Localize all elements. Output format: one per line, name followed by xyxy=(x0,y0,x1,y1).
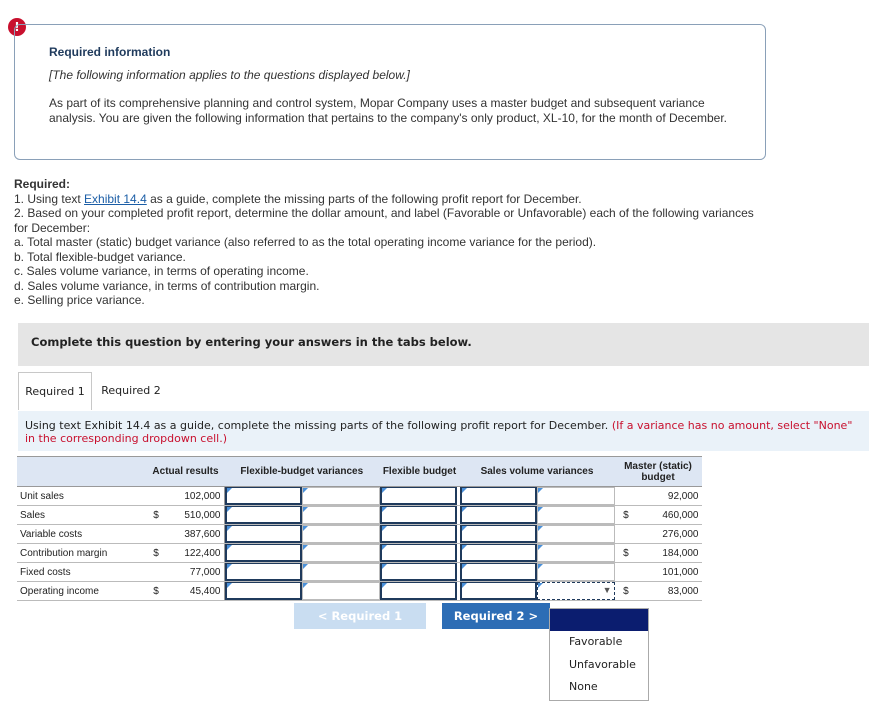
sales-vol-amount-input[interactable] xyxy=(460,582,537,600)
sales-vol-label-select[interactable] xyxy=(537,525,615,543)
required-item-d: d. Sales volume variance, in terms of contribution margin. xyxy=(14,278,320,293)
complete-question-bar xyxy=(18,323,869,366)
sales-vol-amount-cell xyxy=(460,487,537,506)
dropdown-selected-blank[interactable] xyxy=(550,609,648,631)
dropdown-option-favorable[interactable]: Favorable xyxy=(569,635,623,648)
header-sales-volume-variances: Sales volume variances xyxy=(460,457,615,487)
actual-dollar-sign: $ xyxy=(147,544,165,563)
flex-var-label-select[interactable] xyxy=(302,506,380,524)
info-body: As part of its comprehensive planning and control system, Mopar Company uses a master budget and subsequent variance analysis. You are given the following information that pertains to the company's only product, XL-10, for the month of December. xyxy=(49,96,728,125)
flex-var-amount-cell xyxy=(224,506,302,525)
master-dollar-sign xyxy=(615,525,638,544)
flex-var-amount-input[interactable] xyxy=(225,525,302,543)
flex-var-label-cell xyxy=(302,582,380,601)
header-master-budget: Master (static) budget xyxy=(615,457,702,487)
actual-dollar-sign xyxy=(147,487,165,506)
flex-var-label-select[interactable] xyxy=(302,544,380,562)
dropdown-option-none[interactable]: None xyxy=(569,680,598,693)
sales-vol-amount-input[interactable] xyxy=(460,525,537,543)
sales-vol-amount-input[interactable] xyxy=(460,487,537,505)
flex-budget-cell xyxy=(380,563,460,582)
sales-vol-amount-input[interactable] xyxy=(460,544,537,562)
flex-var-label-cell xyxy=(302,563,380,582)
actual-value: 77,000 xyxy=(165,563,224,582)
table-header-row xyxy=(17,457,702,487)
flex-budget-cell xyxy=(380,506,460,525)
row-label: Contribution margin xyxy=(17,544,147,563)
sales-vol-amount-cell xyxy=(460,525,537,544)
info-subtitle: [The following information applies to the questions displayed below.] xyxy=(49,68,410,82)
table-row xyxy=(17,582,702,601)
required-heading: Required: xyxy=(14,177,71,191)
sales-vol-label-select[interactable] xyxy=(537,506,615,524)
flex-var-label-cell xyxy=(302,544,380,563)
flex-var-amount-input[interactable] xyxy=(225,582,302,600)
table-row xyxy=(17,544,702,563)
variance-dropdown-menu[interactable] xyxy=(549,608,649,701)
tab-required-2[interactable]: Required 2 xyxy=(94,372,168,410)
profit-report-table xyxy=(17,456,702,601)
next-required-2-button[interactable]: Required 2 > xyxy=(442,603,550,629)
master-dollar-sign: $ xyxy=(615,506,638,525)
flex-var-label-select[interactable] xyxy=(302,563,380,581)
table-row xyxy=(17,487,702,506)
required-line2: 2. Based on your completed profit report, determine the dollar amount, and label (Favorable or Unfavorable) each of the following variances for December: xyxy=(14,206,754,235)
flex-var-label-cell xyxy=(302,487,380,506)
actual-dollar-sign: $ xyxy=(147,582,165,601)
flex-budget-cell xyxy=(380,487,460,506)
flex-var-label-select[interactable] xyxy=(302,582,380,600)
flex-var-amount-input[interactable] xyxy=(225,487,302,505)
sales-vol-label-cell xyxy=(537,525,615,544)
sales-vol-label-select[interactable] xyxy=(537,582,615,600)
required-section xyxy=(14,177,754,308)
flex-budget-input[interactable] xyxy=(380,582,457,600)
required-line1-prefix: 1. Using text xyxy=(14,191,85,206)
flex-var-amount-cell xyxy=(224,563,302,582)
master-value: 83,000 xyxy=(637,582,701,601)
flex-var-amount-cell xyxy=(224,487,302,506)
complete-question-text: Complete this question by entering your answers in the tabs below. xyxy=(31,335,472,349)
row-label: Fixed costs xyxy=(17,563,147,582)
exhibit-link[interactable]: Exhibit 14.4 xyxy=(84,191,147,206)
dropdown-option-unfavorable[interactable]: Unfavorable xyxy=(569,657,636,671)
sales-vol-amount-cell xyxy=(460,544,537,563)
row-label: Operating income xyxy=(17,582,147,601)
actual-value: 45,400 xyxy=(165,582,224,601)
sales-vol-label-cell xyxy=(537,506,615,525)
prev-required-1-button[interactable]: < Required 1 xyxy=(294,603,426,629)
info-title: Required information xyxy=(49,45,171,59)
master-value: 184,000 xyxy=(637,544,701,563)
tab-required-1[interactable]: Required 1 xyxy=(18,372,92,410)
flex-budget-cell xyxy=(380,582,460,601)
master-dollar-sign xyxy=(615,563,638,582)
chevron-down-icon: ▼ xyxy=(602,585,612,595)
actual-value: 102,000 xyxy=(165,487,224,506)
instructions-note: (If a variance has no amount, select "None" in the corresponding dropdown cell.) xyxy=(25,419,853,445)
row-label: Unit sales xyxy=(17,487,147,506)
sales-vol-label-select[interactable] xyxy=(537,544,615,562)
flex-var-label-select[interactable] xyxy=(302,487,380,505)
actual-dollar-sign xyxy=(147,525,165,544)
flex-budget-input[interactable] xyxy=(380,506,457,524)
master-value: 276,000 xyxy=(637,525,701,544)
flex-budget-input[interactable] xyxy=(380,563,457,581)
master-value: 460,000 xyxy=(637,506,701,525)
sales-vol-amount-cell xyxy=(460,563,537,582)
master-dollar-sign xyxy=(615,487,638,506)
header-flexible-budget: Flexible budget xyxy=(380,457,460,487)
sales-vol-amount-input[interactable] xyxy=(460,506,537,524)
header-label-col xyxy=(17,457,147,487)
instructions-text xyxy=(25,419,855,445)
flex-var-amount-cell xyxy=(224,544,302,563)
row-label: Sales xyxy=(17,506,147,525)
flex-var-label-cell xyxy=(302,506,380,525)
table-row xyxy=(17,563,702,582)
sales-vol-label-cell xyxy=(537,544,615,563)
table-row xyxy=(17,525,702,544)
flex-budget-input[interactable] xyxy=(380,525,457,543)
flex-budget-cell xyxy=(380,544,460,563)
sales-vol-amount-cell xyxy=(460,582,537,601)
required-information-box xyxy=(14,24,766,160)
required-item-c: c. Sales volume variance, in terms of operating income. xyxy=(14,264,309,278)
instructions-main: Using text Exhibit 14.4 as a guide, complete the missing parts of the following profit report for December. xyxy=(25,419,609,432)
sales-vol-label-cell xyxy=(537,563,615,582)
header-actual-results: Actual results xyxy=(147,457,224,487)
header-flexible-budget-variances: Flexible-budget variances xyxy=(224,457,380,487)
flex-var-amount-input[interactable] xyxy=(225,563,302,581)
flex-budget-input[interactable] xyxy=(380,487,457,505)
actual-value: 510,000 xyxy=(165,506,224,525)
sales-vol-label-cell xyxy=(537,487,615,506)
flex-var-label-cell xyxy=(302,525,380,544)
actual-dollar-sign xyxy=(147,563,165,582)
actual-dollar-sign: $ xyxy=(147,506,165,525)
alert-icon: ! xyxy=(8,18,26,36)
flex-budget-input[interactable] xyxy=(380,544,457,562)
sales-vol-label-select[interactable] xyxy=(537,563,615,581)
master-value: 92,000 xyxy=(637,487,701,506)
table-row xyxy=(17,506,702,525)
master-dollar-sign: $ xyxy=(615,544,638,563)
required-item-b: b. Total flexible-budget variance. xyxy=(14,249,186,264)
flex-var-amount-input[interactable] xyxy=(225,544,302,562)
flex-var-amount-cell xyxy=(224,582,302,601)
sales-vol-amount-cell xyxy=(460,506,537,525)
row-label: Variable costs xyxy=(17,525,147,544)
sales-vol-label-select[interactable] xyxy=(537,487,615,505)
master-dollar-sign: $ xyxy=(615,582,638,601)
sales-vol-amount-input[interactable] xyxy=(460,563,537,581)
sales-vol-label-cell xyxy=(537,582,615,601)
flex-var-amount-input[interactable] xyxy=(225,506,302,524)
flex-budget-cell xyxy=(380,525,460,544)
instructions-bar xyxy=(18,411,869,451)
master-value: 101,000 xyxy=(637,563,701,582)
required-item-a: a. Total master (static) budget variance (also referred to as the total operating income variance for the period). xyxy=(14,235,597,249)
actual-value: 122,400 xyxy=(165,544,224,563)
actual-value: 387,600 xyxy=(165,525,224,544)
required-line1-suffix: as a guide, complete the missing parts of the following profit report for December. xyxy=(146,191,582,206)
flex-var-label-select[interactable] xyxy=(302,525,380,543)
flex-var-amount-cell xyxy=(224,525,302,544)
required-item-e: e. Selling price variance. xyxy=(14,293,145,307)
